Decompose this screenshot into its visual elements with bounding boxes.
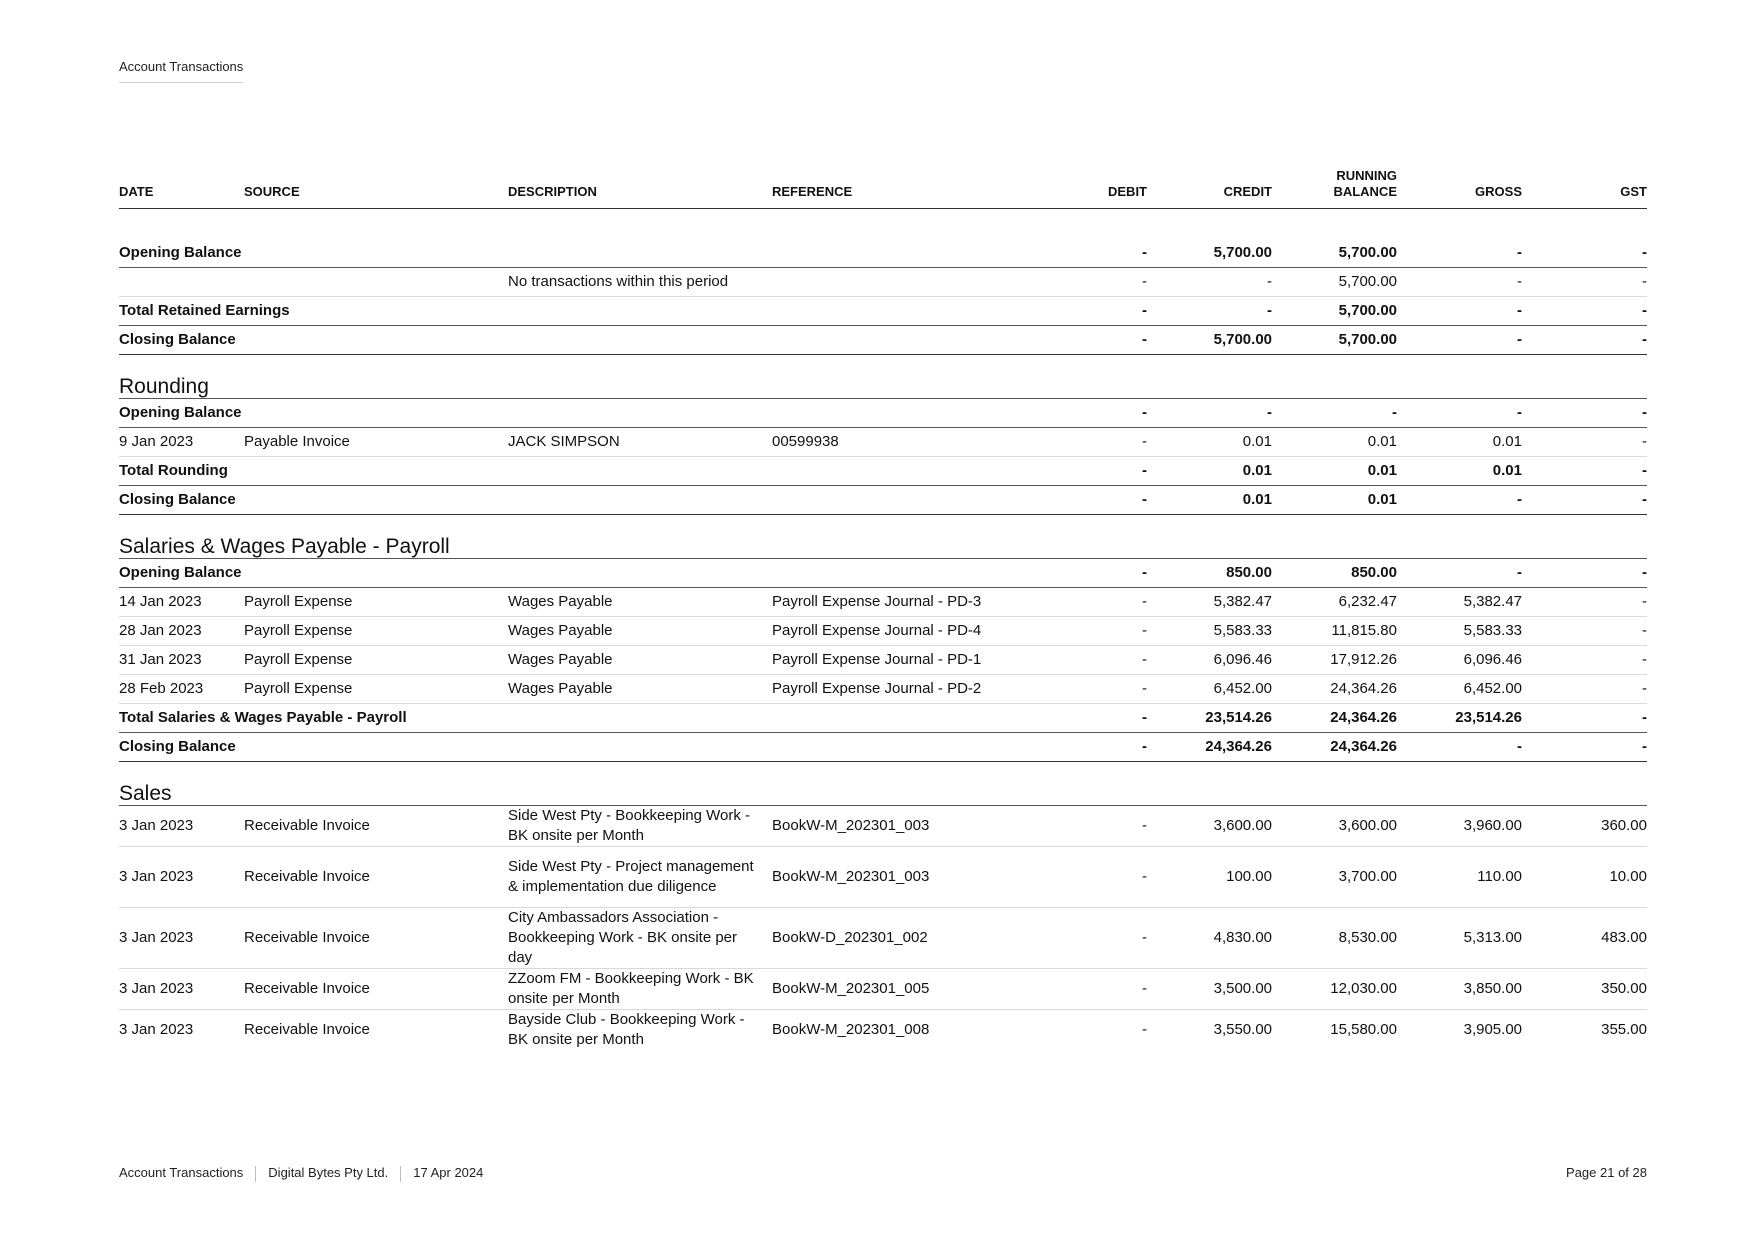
description-text: Side West Pty - Bookkeeping Work - BK onsite per Month	[508, 807, 751, 844]
date-cell: 3 Jan 2023	[119, 969, 244, 1010]
description-text: Side West Pty - Project management & implementation due diligence	[508, 858, 754, 895]
date-cell: 3 Jan 2023	[119, 1021, 194, 1038]
col-debit-header: DEBIT	[1022, 168, 1147, 209]
table-row	[119, 847, 1647, 908]
credit-cell: 4,830.00	[1147, 908, 1272, 969]
gross-cell: -	[1397, 559, 1522, 588]
balance-cell: 5,700.00	[1272, 326, 1397, 355]
row-label: Total Rounding	[119, 457, 1022, 486]
table-header-row	[119, 168, 1647, 209]
gst-cell: 360.00	[1522, 806, 1647, 847]
gst-cell: -	[1522, 297, 1647, 326]
section-heading-rounding	[119, 355, 1647, 399]
retained-no-transactions-row	[119, 268, 1647, 297]
source-cell: Payroll Expense	[244, 588, 508, 617]
debit-cell: -	[1022, 399, 1147, 428]
description-cell: Wages Payable	[508, 646, 772, 675]
retained-closing-row	[119, 326, 1647, 355]
reference-cell: Payroll Expense Journal - PD-2	[772, 675, 1022, 704]
gross-cell: -	[1397, 239, 1522, 268]
description-cell	[508, 969, 772, 1010]
reference-cell: 00599938	[772, 428, 1022, 457]
balance-cell: 11,815.80	[1272, 617, 1397, 646]
gross-cell: 5,382.47	[1397, 588, 1522, 617]
balance-cell: 8,530.00	[1272, 908, 1397, 969]
date-cell: 3 Jan 2023	[119, 847, 244, 908]
credit-cell: 3,500.00	[1147, 969, 1272, 1010]
date-cell: 3 Jan 2023	[119, 908, 244, 969]
reference-cell: BookW-M_202301_008	[772, 1021, 930, 1038]
description-cell: Wages Payable	[508, 617, 772, 646]
debit-cell: -	[1022, 457, 1147, 486]
retained-total-row	[119, 297, 1647, 326]
debit-cell: -	[1022, 268, 1147, 297]
gross-cell: 110.00	[1397, 847, 1522, 908]
gross-cell: 0.01	[1397, 457, 1522, 486]
credit-cell: 3,600.00	[1147, 806, 1272, 847]
table-row	[119, 806, 1647, 847]
source-cell: Payroll Expense	[244, 675, 508, 704]
balance-cell: -	[1272, 399, 1397, 428]
page-title: Account Transactions	[119, 59, 243, 83]
source-cell: Receivable Invoice	[244, 908, 508, 969]
row-label: Closing Balance	[119, 733, 1022, 762]
col-gross-header: GROSS	[1397, 168, 1522, 209]
debit-cell: -	[1022, 326, 1147, 355]
debit-cell: -	[1022, 617, 1147, 646]
credit-cell: 6,452.00	[1147, 675, 1272, 704]
balance-cell: 5,700.00	[1272, 297, 1397, 326]
col-source-header: SOURCE	[244, 168, 508, 209]
gross-cell: 5,583.33	[1397, 617, 1522, 646]
row-label: Total Retained Earnings	[119, 297, 1022, 326]
reference-cell: Payroll Expense Journal - PD-3	[772, 588, 1022, 617]
footer-company-name: Digital Bytes Pty Ltd.	[268, 1165, 389, 1180]
col-credit-header: CREDIT	[1147, 168, 1272, 209]
credit-cell: 850.00	[1147, 559, 1272, 588]
balance-cell: 3,600.00	[1272, 806, 1397, 847]
gst-cell: -	[1522, 268, 1647, 297]
credit-cell: 3,550.00	[1213, 1021, 1272, 1038]
reference-cell: BookW-M_202301_005	[772, 969, 1022, 1010]
description-cell: No transactions within this period	[508, 268, 1022, 297]
gross-cell: 23,514.26	[1397, 704, 1522, 733]
credit-cell: 0.01	[1147, 486, 1272, 515]
gross-cell: -	[1397, 297, 1522, 326]
debit-cell: -	[1022, 646, 1147, 675]
gross-cell: 6,452.00	[1397, 675, 1522, 704]
source-cell: Receivable Invoice	[244, 969, 508, 1010]
debit-cell: -	[1022, 806, 1147, 847]
credit-cell: 6,096.46	[1147, 646, 1272, 675]
description-text: Bayside Club - Bookkeeping Work - BK onsite per Month	[508, 1011, 745, 1048]
gross-cell: -	[1397, 268, 1522, 297]
debit-cell: -	[1022, 239, 1147, 268]
row-label: Closing Balance	[119, 486, 1022, 515]
balance-cell: 6,232.47	[1272, 588, 1397, 617]
balance-cell: 24,364.26	[1272, 733, 1397, 762]
rounding-total-row	[119, 457, 1647, 486]
balance-cell: 24,364.26	[1272, 675, 1397, 704]
source-cell: Receivable Invoice	[244, 1021, 370, 1038]
table-row	[119, 908, 1647, 969]
description-cell	[508, 908, 772, 969]
section-heading-sales	[119, 762, 1647, 806]
balance-cell: 17,912.26	[1272, 646, 1397, 675]
debit-cell: -	[1022, 428, 1147, 457]
gst-cell: 10.00	[1522, 847, 1647, 908]
table-row	[119, 969, 1647, 1010]
description-cell	[508, 1010, 772, 1051]
gross-cell: 6,096.46	[1397, 646, 1522, 675]
gross-cell: -	[1397, 486, 1522, 515]
retained-opening-row	[119, 239, 1647, 268]
gst-cell: 355.00	[1601, 1021, 1647, 1038]
salaries-closing-row	[119, 733, 1647, 762]
col-running-balance-header: RUNNING BALANCE	[1272, 168, 1397, 209]
gst-cell: -	[1522, 559, 1647, 588]
gross-cell: 3,905.00	[1463, 1021, 1522, 1038]
balance-cell: 0.01	[1272, 428, 1397, 457]
description-text: ZZoom FM - Bookkeeping Work - BK onsite per Month	[508, 970, 754, 1007]
description-cell: Wages Payable	[508, 675, 772, 704]
row-label: Opening Balance	[119, 399, 1022, 428]
gst-cell: -	[1522, 617, 1647, 646]
source-cell: Payroll Expense	[244, 617, 508, 646]
salaries-total-row	[119, 704, 1647, 733]
gst-cell: 350.00	[1522, 969, 1647, 1010]
debit-cell: -	[1022, 297, 1147, 326]
debit-cell: -	[1022, 559, 1147, 588]
balance-cell: 0.01	[1272, 457, 1397, 486]
col-date-header: DATE	[119, 168, 244, 209]
gross-cell: 5,313.00	[1397, 908, 1522, 969]
description-cell	[508, 847, 772, 908]
row-label: Opening Balance	[119, 239, 1022, 268]
credit-cell: 100.00	[1147, 847, 1272, 908]
gross-cell: -	[1397, 326, 1522, 355]
salaries-opening-row	[119, 559, 1647, 588]
page-number: Page 21 of 28	[1566, 1165, 1647, 1180]
debit-cell: -	[1022, 675, 1147, 704]
debit-cell: -	[1022, 588, 1147, 617]
debit-cell: -	[1142, 1021, 1147, 1038]
date-cell: 28 Feb 2023	[119, 675, 244, 704]
credit-cell: -	[1147, 297, 1272, 326]
rounding-opening-row	[119, 399, 1647, 428]
credit-cell: 5,382.47	[1147, 588, 1272, 617]
debit-cell: -	[1022, 486, 1147, 515]
source-cell: Receivable Invoice	[244, 806, 508, 847]
balance-cell: 5,700.00	[1272, 239, 1397, 268]
credit-cell: -	[1147, 268, 1272, 297]
gst-cell: 483.00	[1522, 908, 1647, 969]
credit-cell: 5,700.00	[1147, 239, 1272, 268]
source-cell: Receivable Invoice	[244, 847, 508, 908]
credit-cell: 5,700.00	[1147, 326, 1272, 355]
gst-cell: -	[1522, 675, 1647, 704]
row-label: Closing Balance	[119, 326, 1022, 355]
debit-cell: -	[1022, 908, 1147, 969]
source-cell: Payroll Expense	[244, 646, 508, 675]
table-row	[119, 1010, 1647, 1051]
gst-cell: -	[1522, 733, 1647, 762]
rounding-closing-row	[119, 486, 1647, 515]
credit-cell: 23,514.26	[1147, 704, 1272, 733]
gst-cell: -	[1522, 239, 1647, 268]
col-reference-header: REFERENCE	[772, 168, 1022, 209]
footer-date: 17 Apr 2024	[413, 1165, 484, 1180]
date-cell: 9 Jan 2023	[119, 428, 244, 457]
table-row	[119, 428, 1647, 457]
gst-cell: -	[1522, 326, 1647, 355]
balance-cell: 3,700.00	[1272, 847, 1397, 908]
description-cell	[508, 806, 772, 847]
credit-cell: 0.01	[1147, 457, 1272, 486]
table-row	[119, 588, 1647, 617]
credit-cell: 0.01	[1147, 428, 1272, 457]
gross-cell: 0.01	[1397, 428, 1522, 457]
row-label: Total Salaries & Wages Payable - Payroll	[119, 704, 1022, 733]
gst-cell: -	[1522, 486, 1647, 515]
gross-cell: -	[1397, 399, 1522, 428]
description-cell: JACK SIMPSON	[508, 428, 772, 457]
gross-cell: 3,960.00	[1397, 806, 1522, 847]
row-label: Opening Balance	[119, 559, 1022, 588]
account-transactions-table	[119, 168, 1647, 1050]
reference-cell: BookW-M_202301_003	[772, 847, 1022, 908]
gross-cell: 3,850.00	[1397, 969, 1522, 1010]
balance-cell: 24,364.26	[1272, 704, 1397, 733]
debit-cell: -	[1022, 847, 1147, 908]
gst-cell: -	[1522, 457, 1647, 486]
gst-cell: -	[1522, 646, 1647, 675]
table-row	[119, 646, 1647, 675]
credit-cell: 24,364.26	[1147, 733, 1272, 762]
debit-cell: -	[1022, 704, 1147, 733]
debit-cell: -	[1022, 733, 1147, 762]
date-cell: 28 Jan 2023	[119, 617, 244, 646]
page-footer	[119, 1165, 1647, 1182]
gross-cell: -	[1397, 733, 1522, 762]
footer-divider	[400, 1166, 401, 1182]
section-title: Sales	[119, 762, 1647, 806]
date-cell: 14 Jan 2023	[119, 588, 244, 617]
balance-cell: 5,700.00	[1272, 268, 1397, 297]
date-cell: 31 Jan 2023	[119, 646, 244, 675]
description-text: City Ambassadors Association - Bookkeeping Work - BK onsite per day	[508, 909, 738, 966]
source-cell: Payable Invoice	[244, 428, 508, 457]
reference-cell: BookW-D_202301_002	[772, 908, 1022, 969]
gst-cell: -	[1522, 399, 1647, 428]
section-title: Rounding	[119, 355, 1647, 399]
reference-cell: Payroll Expense Journal - PD-4	[772, 617, 1022, 646]
balance-cell: 850.00	[1272, 559, 1397, 588]
debit-cell: -	[1022, 969, 1147, 1010]
table-row	[119, 617, 1647, 646]
gst-cell: -	[1522, 704, 1647, 733]
balance-cell: 0.01	[1272, 486, 1397, 515]
footer-divider	[255, 1166, 256, 1182]
col-gst-header: GST	[1522, 168, 1647, 209]
balance-cell: 15,580.00	[1330, 1021, 1397, 1038]
reference-cell: BookW-M_202301_003	[772, 806, 1022, 847]
section-heading-salaries	[119, 515, 1647, 559]
footer-report-name: Account Transactions	[119, 1165, 244, 1180]
reference-cell: Payroll Expense Journal - PD-1	[772, 646, 1022, 675]
description-cell: Wages Payable	[508, 588, 772, 617]
table-row	[119, 675, 1647, 704]
gst-cell: -	[1522, 428, 1647, 457]
col-description-header: DESCRIPTION	[508, 168, 772, 209]
date-cell: 3 Jan 2023	[119, 806, 244, 847]
section-title: Salaries & Wages Payable - Payroll	[119, 515, 1647, 559]
credit-cell: -	[1147, 399, 1272, 428]
gst-cell: -	[1522, 588, 1647, 617]
balance-cell: 12,030.00	[1272, 969, 1397, 1010]
credit-cell: 5,583.33	[1147, 617, 1272, 646]
